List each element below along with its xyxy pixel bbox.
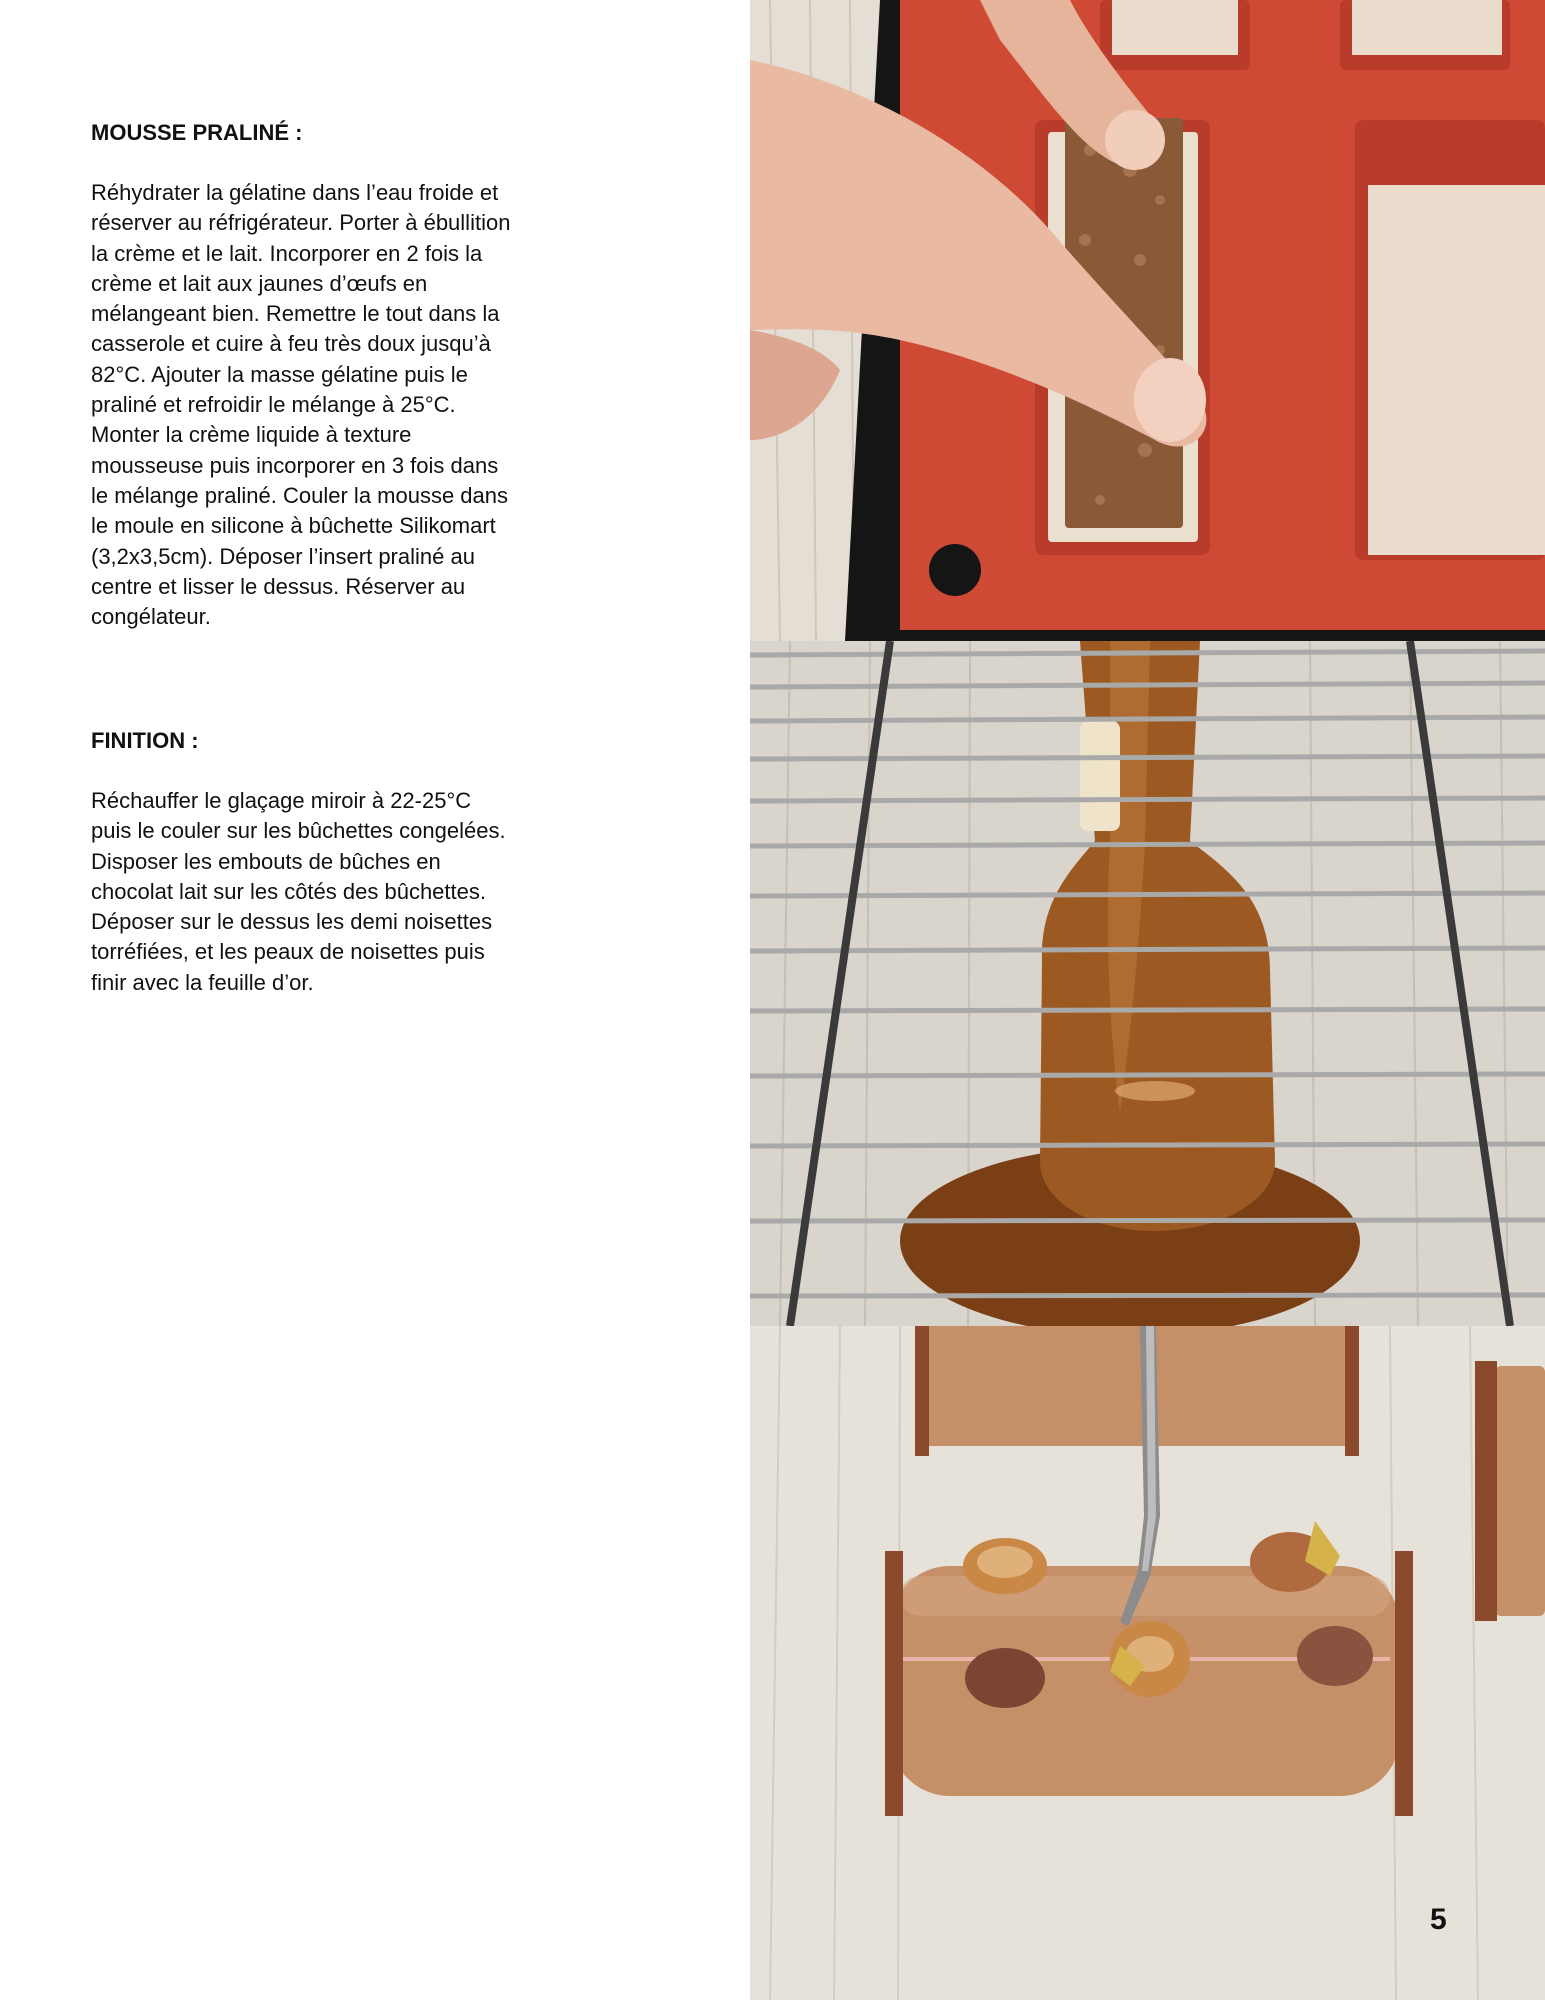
photo-finished-log (750, 1326, 1545, 2000)
photo-column (750, 0, 1545, 2000)
section-title: MOUSSE PRALINÉ : (91, 120, 303, 145)
photo-mold-insert (750, 0, 1545, 641)
photo-glazing (750, 641, 1545, 1326)
section-title: FINITION : (91, 728, 199, 753)
page-number: 5 (1430, 1903, 1447, 1936)
mousse-praline-section (91, 118, 591, 632)
section-body: Réchauffer le glaçage miroir à 22-25°C puis le couler sur les bûchettes congelées. Disposer les embouts de bûches en chocolat lait sur les côtés des bûchettes. Déposer sur le dessus les demi noisettes torréfiées, et les peaux de noisettes puis finir avec la feuille d’or. (91, 788, 506, 995)
section-body: Réhydrater la gélatine dans l’eau froide et réserver au réfrigérateur. Porter à ébullition la crème et le lait. Incorporer en 2 fois la crème et lait aux jaunes d’œufs en mélangeant bien. Remettre le tout dans la casserole et cuire à feu très doux jusqu’à 82°C. Ajouter la masse gélatine puis le praliné et refroidir le mélange à 25°C. Monter la crème liquide à texture mousseuse puis incorporer en 3 fois dans le mélange praliné. Couler la mousse dans le moule en silicone à bûchette Silikomart (3,2x3,5cm). Déposer l’insert praliné au centre et lisser le dessus. Réserver au congélateur. (91, 180, 511, 630)
